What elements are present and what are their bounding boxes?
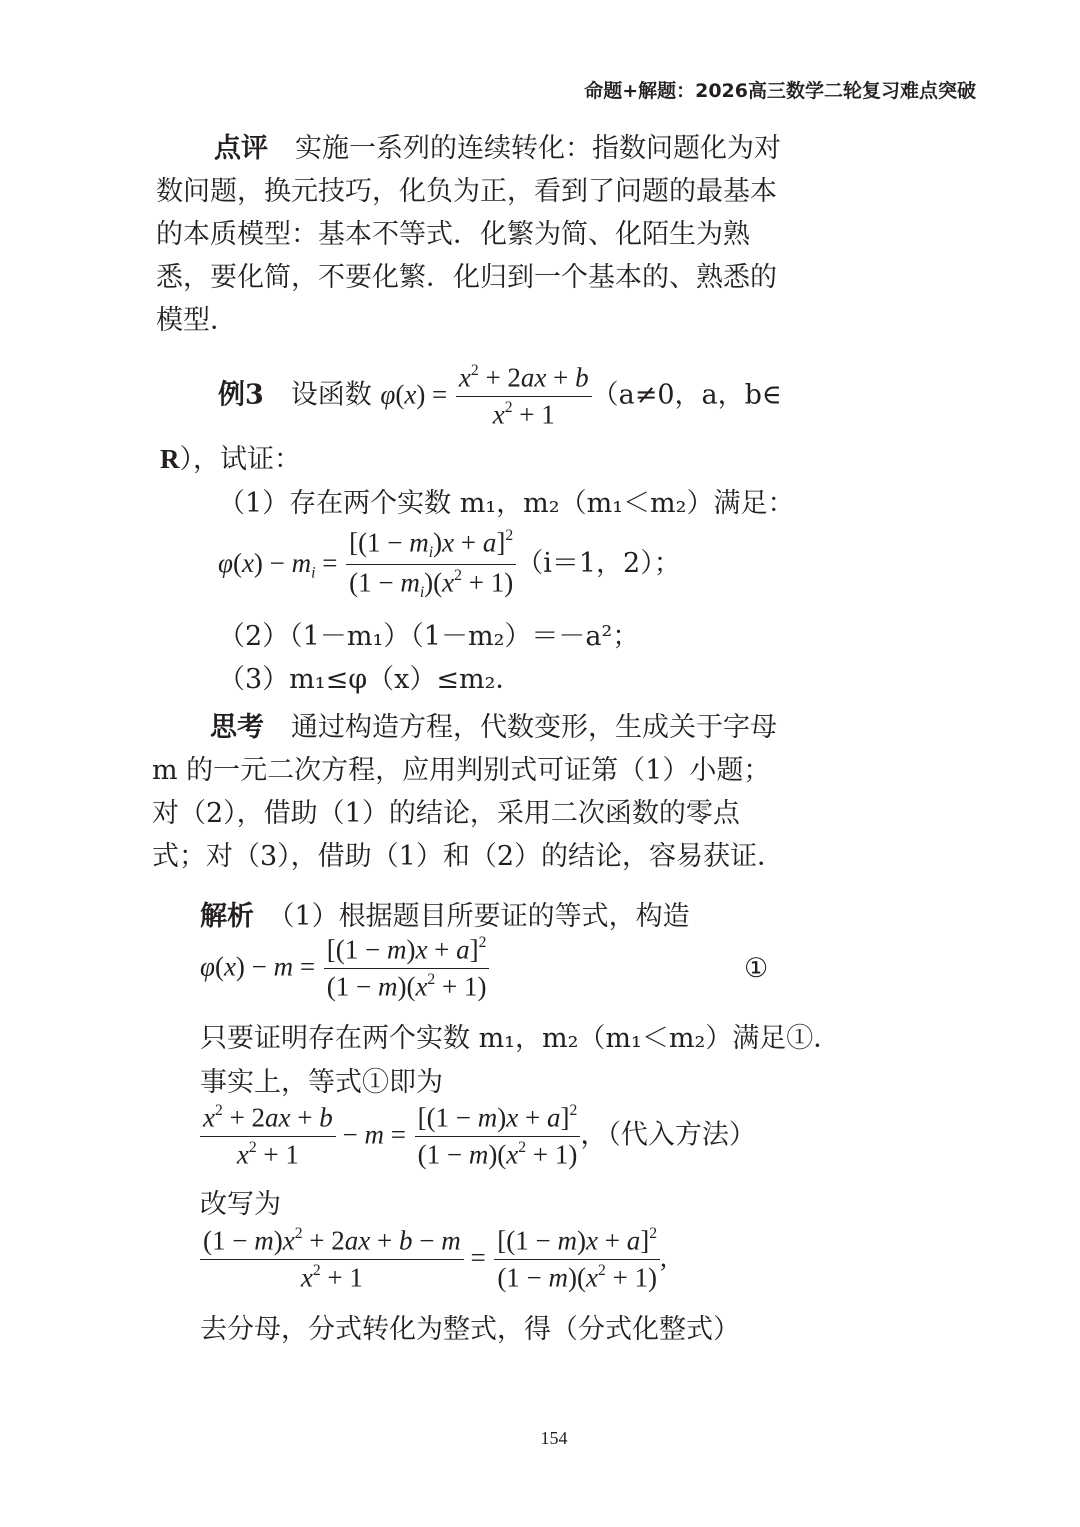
equation1-fraction: $\frac{[(1 - m)x + a]^2}{(1 - m)(x^2 + 1)}$ xyxy=(324,934,490,1002)
thinking-text: 通过构造方程，代数变形，生成关于字母 m 的一元二次方程，应用判别式可证第（1）小题；对（2），借助（1）的结论，采用二次函数的零点式；对（3），借助（1）和（2）的结论，容易获证． xyxy=(152,712,785,872)
example-item-1-equation: $\varphi(x) - m_i$ = $\frac{[(1 - m_i)x + a]^2}{(1 - m_i)(x^2 + 1)}$ （i＝1，2）； xyxy=(218,527,681,602)
comment-label: 点评 xyxy=(214,133,268,164)
solution-label: 解析 xyxy=(200,901,254,932)
solution-line-8: 去分母，分式转化为整式，得（分式化整式） xyxy=(200,1314,740,1345)
thinking-label: 思考 xyxy=(210,712,264,743)
real-set-symbol: R xyxy=(160,444,180,474)
equation3-lhs-fraction: $\frac{(1 - m)x^2 + 2ax + b - m}{x^2 + 1}$ xyxy=(200,1225,464,1293)
equation3-rhs-fraction: $\frac{[(1 - m)x + a]^2}{(1 - m)(x^2 + 1)}$ xyxy=(494,1225,660,1293)
equation2-rhs-fraction: $\frac{[(1 - m)x + a]^2}{(1 - m)(x^2 + 1)}$ xyxy=(415,1102,581,1170)
solution-line-4: 事实上，等式①即为 xyxy=(200,1067,443,1098)
example-item-3: （3）m₁≤φ（x）≤m₂． xyxy=(218,664,523,695)
running-header: 命题+解题：2026高三数学二轮复习难点突破 xyxy=(584,80,976,102)
equation-marker: ① xyxy=(744,953,769,984)
solution-line-3: 只要证明存在两个实数 m₁，m₂（m₁＜m₂）满足①． xyxy=(200,1023,841,1054)
example-line-2 xyxy=(160,437,301,476)
solution-equation-2: $\frac{x^2 + 2ax + b}{x^2 + 1}$ − m = $\frac{[(1 - m)x + a]^2}{(1 - m)(x^2 + 1)}$ ，（代入方法） xyxy=(200,1102,756,1170)
page-number: 154 xyxy=(540,1428,568,1448)
example-line-1: 例3 设函数 φ(x) = $\frac{x^2 + 2ax + b}{x^2 + 1}$ （a≠0，a，b∈ xyxy=(218,362,782,430)
comment-paragraph xyxy=(156,127,788,342)
example-item-1: （1）存在两个实数 m₁，m₂（m₁＜m₂）满足： xyxy=(218,488,795,519)
example-condition: （a≠0，a，b∈ xyxy=(591,379,782,411)
phi-fraction: $\frac{x^2 + 2ax + b}{x^2 + 1}$ xyxy=(456,362,592,430)
solution-text-1: （1）根据题目所要证的等式，构造 xyxy=(281,901,690,932)
thinking-paragraph xyxy=(152,706,792,878)
substitution-note: ，（代入方法） xyxy=(580,1119,756,1151)
item1-fraction: $\frac{[(1 - m_i)x + a]^2}{(1 - m_i)(x^2 + 1)}$ xyxy=(346,527,516,602)
phi-definition-lhs: φ xyxy=(380,379,396,410)
solution-equation-1: φ(x) − m = $\frac{[(1 - m)x + a]^2}{(1 - m)(x^2 + 1)}$ xyxy=(200,934,489,1002)
item1-index-note: （i＝1，2）； xyxy=(516,548,681,580)
solution-equation-3: $\frac{(1 - m)x^2 + 2ax + b - m}{x^2 + 1}$ = $\frac{[(1 - m)x + a]^2}{(1 - m)(x^2 + 1)}$ , xyxy=(200,1225,667,1293)
example-line-2-text: ），试证： xyxy=(179,444,301,475)
solution-line-1 xyxy=(200,894,690,933)
equation2-lhs-fraction: $\frac{x^2 + 2ax + b}{x^2 + 1}$ xyxy=(200,1102,336,1170)
example-item-2: （2）（1－m₁）（1－m₂）＝－a²； xyxy=(218,621,640,652)
solution-line-6: 改写为 xyxy=(200,1189,281,1220)
example-intro: 设函数 xyxy=(290,379,372,411)
example-label: 例3 xyxy=(218,379,264,411)
comment-text: 实施一系列的连续转化：指数问题化为对数问题，换元技巧，化负为正，看到了问题的最基本的本质模型：基本不等式．化繁为简、化陌生为熟悉，要化简，不要化繁．化归到一个基本的、熟悉的模型． xyxy=(156,133,781,336)
